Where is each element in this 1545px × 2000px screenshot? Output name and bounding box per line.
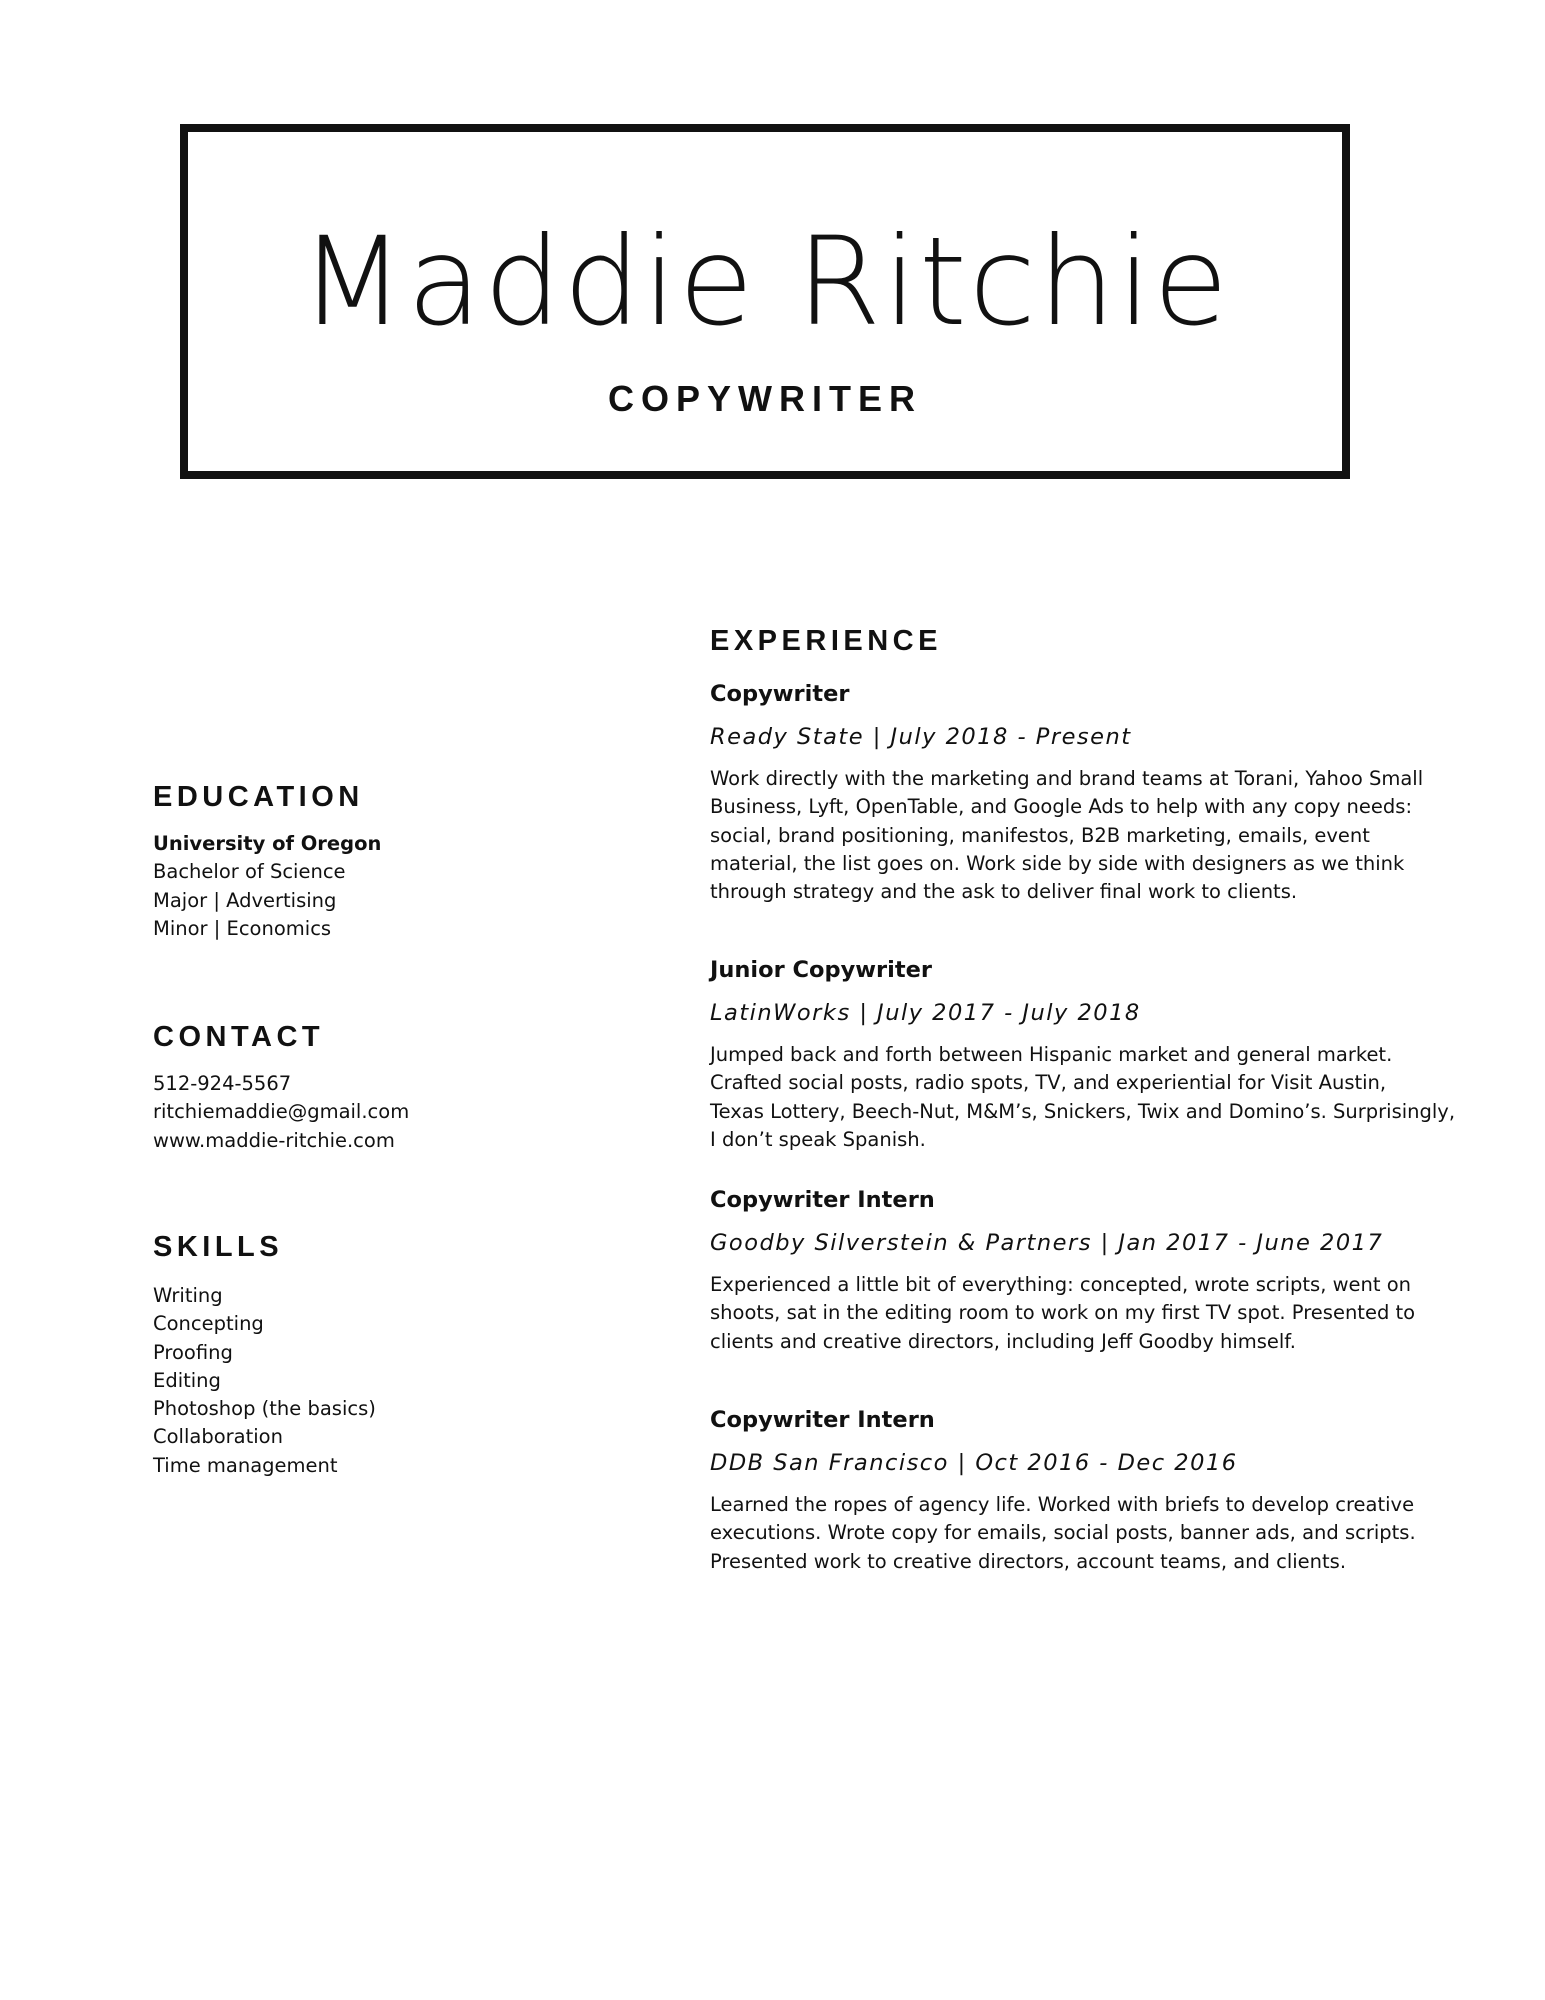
skill-item: Writing — [153, 1284, 223, 1307]
job-title: Copywriter Intern — [710, 1187, 935, 1213]
experience-heading: EXPERIENCE — [710, 625, 942, 657]
job-description-line: executions. Wrote copy for emails, social posts, banner ads, and scripts. — [710, 1521, 1416, 1545]
contact-details — [153, 1070, 409, 1155]
education-minor: Minor | Economics — [153, 916, 332, 940]
job-meta: DDB San Francisco | Oct 2016 - Dec 2016 — [710, 1450, 1238, 1476]
job-description-line: I don’t speak Spanish. — [710, 1127, 926, 1151]
job-title: Copywriter Intern — [710, 1407, 935, 1433]
job-description-line: Crafted social posts, radio spots, TV, and experiential for Visit Austin, — [710, 1071, 1387, 1095]
job-description-line: Learned the ropes of agency life. Worked with briefs to develop creative — [710, 1493, 1415, 1516]
job-meta: Ready State | July 2018 - Present — [710, 724, 1132, 750]
job-description-line: through strategy and the ask to deliver final work to clients. — [710, 880, 1298, 904]
contact-website[interactable]: www.maddie-ritchie.com — [153, 1128, 395, 1152]
job-description-line: clients and creative directors, including Jeff Goodby himself. — [710, 1329, 1296, 1353]
person-name: Maddie Ritchie — [299, 211, 1231, 353]
skill-item: Time management — [153, 1453, 338, 1477]
job-description — [710, 1041, 1456, 1154]
job-meta: LatinWorks | July 2017 - July 2018 — [710, 1000, 1141, 1026]
job-role: COPYWRITER — [607, 378, 922, 419]
contact-email[interactable]: ritchiemaddie@gmail.com — [153, 1100, 410, 1124]
skills-list — [153, 1282, 376, 1480]
education-details — [153, 830, 381, 943]
job-description-line: Jumped back and forth between Hispanic market and general market. — [710, 1043, 1393, 1066]
contact-heading: CONTACT — [153, 1021, 325, 1053]
education-school: University of Oregon — [153, 832, 382, 855]
job-description-line: Presented work to creative directors, account teams, and clients. — [710, 1549, 1347, 1573]
skill-item: Concepting — [153, 1312, 264, 1336]
header-box — [180, 124, 1350, 479]
skill-item: Photoshop (the basics) — [153, 1397, 376, 1421]
job-description — [710, 765, 1424, 906]
skills-heading: SKILLS — [153, 1231, 284, 1263]
skill-item: Editing — [153, 1368, 221, 1392]
job-description-line: Texas Lottery, Beech-Nut, M&M’s, Snickers, Twix and Domino’s. Surprisingly, — [710, 1099, 1456, 1123]
job-description-line: social, brand positioning, manifestos, B2B marketing, emails, event — [710, 823, 1370, 847]
job-title: Copywriter — [710, 681, 850, 707]
contact-phone: 512-924-5567 — [153, 1072, 292, 1095]
education-degree: Bachelor of Science — [153, 860, 346, 884]
job-description-line: shoots, sat in the editing room to work on my first TV spot. Presented to — [710, 1301, 1416, 1325]
skill-item: Proofing — [153, 1340, 233, 1364]
job-description-line: material, the list goes on. Work side by side with designers as we think — [710, 851, 1405, 875]
education-major: Major | Advertising — [153, 888, 337, 912]
job-description-line: Business, Lyft, OpenTable, and Google Ads to help with any copy needs: — [710, 795, 1413, 819]
job-meta: Goodby Silverstein & Partners | Jan 2017 - June 2017 — [710, 1230, 1384, 1256]
job-description-line: Work directly with the marketing and brand teams at Torani, Yahoo Small — [710, 767, 1424, 790]
job-title: Junior Copywriter — [710, 957, 932, 983]
job-description — [710, 1491, 1416, 1576]
skill-item: Collaboration — [153, 1425, 283, 1449]
job-description — [710, 1271, 1416, 1356]
education-heading: EDUCATION — [153, 781, 364, 813]
job-description-line: Experienced a little bit of everything: concepted, wrote scripts, went on — [710, 1273, 1412, 1296]
